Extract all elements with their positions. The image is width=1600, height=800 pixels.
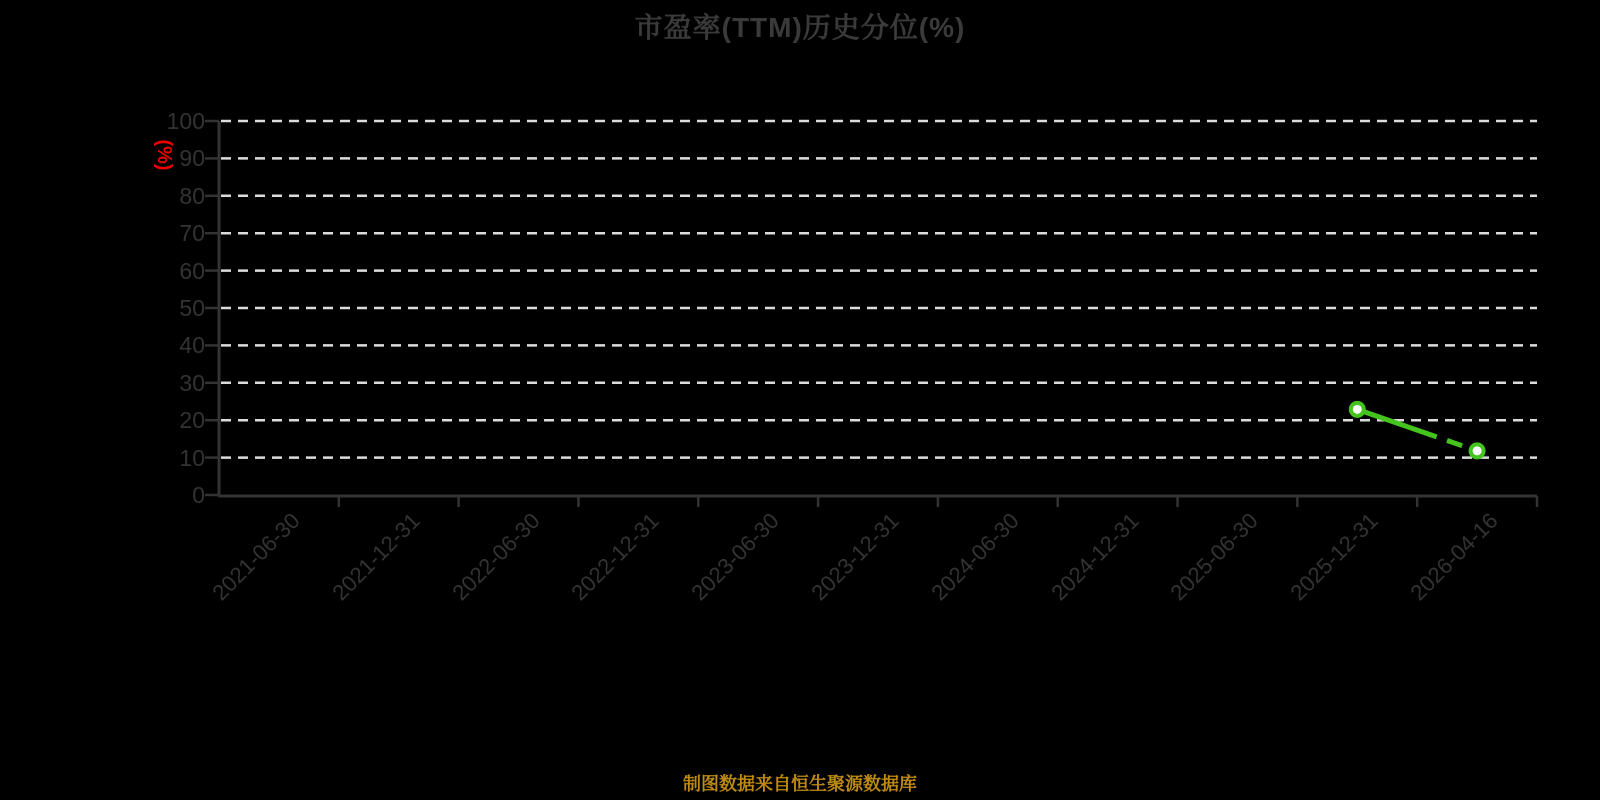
data-source-note: 制图数据来自恒生聚源数据库: [683, 774, 917, 794]
x-axis-tick-label: 2024-06-30: [926, 508, 1024, 606]
x-axis-tick-label: 2025-06-30: [1165, 508, 1264, 606]
y-axis-tick-label: 70: [179, 220, 205, 247]
y-axis-tick-label: 20: [179, 407, 205, 434]
x-axis-tick-label: 2025-12-31: [1285, 508, 1383, 606]
y-axis-unit-label: (%): [153, 139, 175, 171]
chart-title: 市盈率(TTM)历史分位(%): [634, 12, 966, 43]
y-axis-tick-label: 90: [179, 145, 205, 172]
x-axis-tick-label: 2021-12-31: [327, 508, 425, 606]
y-axis-tick-label: 50: [179, 295, 205, 321]
y-axis-tick-label: 30: [179, 369, 205, 396]
x-axis-tick-label: 2022-06-30: [446, 508, 545, 606]
data-point-marker[interactable]: [1471, 444, 1484, 457]
x-axis-tick-label: 2026-04-16: [1405, 508, 1503, 606]
series-line-segment: [1357, 409, 1477, 451]
y-axis-tick-label: 80: [179, 182, 205, 209]
y-axis-tick-label: 10: [179, 444, 205, 471]
x-axis-tick-label: 2023-06-30: [686, 508, 784, 606]
y-axis-tick-label: 60: [179, 257, 205, 284]
y-axis-tick-label: 40: [179, 332, 205, 359]
data-point-marker[interactable]: [1351, 403, 1364, 416]
x-axis-tick-label: 2024-12-31: [1046, 508, 1144, 606]
x-axis-tick-label: 2021-06-30: [207, 508, 305, 606]
x-axis-tick-label: 2022-12-31: [566, 508, 665, 606]
x-axis-tick-label: 2023-12-31: [806, 508, 904, 606]
y-axis-tick-label: 100: [166, 108, 205, 134]
y-axis-tick-label: 0: [192, 482, 205, 508]
